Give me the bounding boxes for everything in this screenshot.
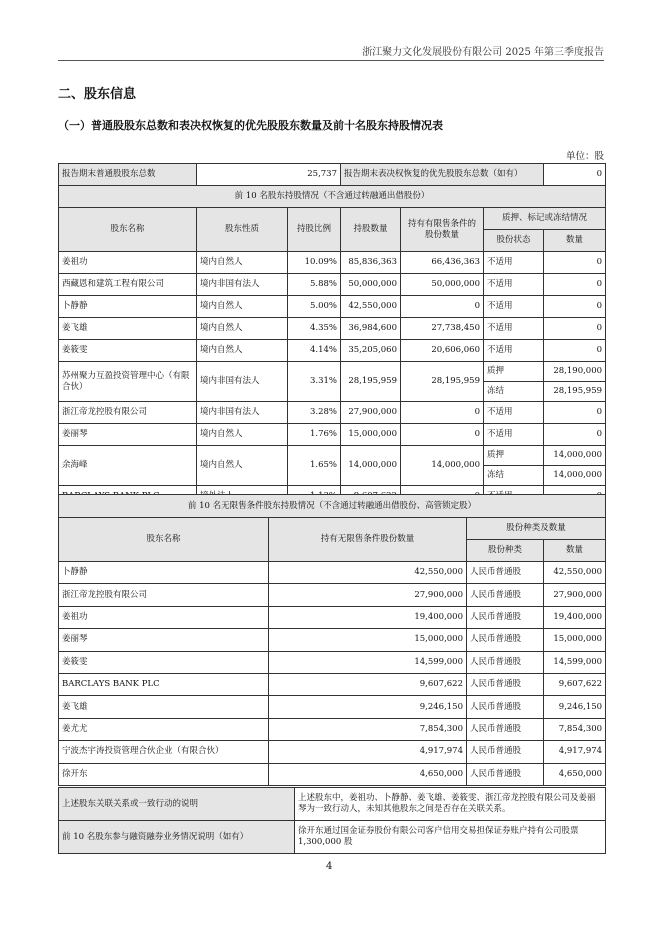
share-type-count: 4,650,000 [544, 763, 606, 785]
top10-shareholders-table [58, 163, 606, 508]
header-nature: 股东性质 [197, 208, 288, 252]
unit-label: 单位：股 [565, 151, 604, 162]
report-header: 浙江聚力文化发展股份有限公司 2025 年第三季度报告 [362, 47, 604, 58]
shareholding-ratio: 5.00% [288, 296, 341, 318]
table-row [59, 673, 606, 695]
share-type: 人民币普通股 [467, 606, 544, 628]
share-status: 不适用 [484, 340, 544, 362]
shareholding-qty: 28,195,959 [341, 362, 401, 402]
shareholding-qty: 9,607,622 [341, 486, 401, 508]
shareholder-name: 姜祖功 [59, 252, 197, 274]
shareholding-ratio: 3.28% [288, 402, 341, 424]
unrestricted-name: 浙江帝龙控股有限公司 [59, 584, 269, 606]
shareholder-name: 姜飞雄 [59, 318, 197, 340]
section-title: 二、股东信息 [58, 87, 137, 102]
share-type: 人民币普通股 [467, 562, 544, 584]
share-status-count: 14,000,000 [544, 466, 606, 486]
header-status: 股份状态 [484, 230, 544, 252]
unrestricted-qty: 27,900,000 [269, 584, 467, 606]
table-row [59, 606, 606, 628]
shareholding-ratio: 10.09% [288, 252, 341, 274]
restricted-qty: 0 [401, 402, 484, 424]
unrestricted-name: 姜筱雯 [59, 651, 269, 673]
shareholding-ratio: 1.76% [288, 424, 341, 446]
margin-text: 徐开东通过国金证券股份有限公司客户信用交易担保证券账户持有公司股票 1,300,000 股 [295, 821, 606, 854]
table-row [59, 296, 606, 318]
page-number: 4 [326, 861, 333, 872]
share-status: 不适用 [484, 486, 544, 508]
share-status-count: 0 [544, 252, 606, 274]
share-status: 质押 [484, 362, 544, 382]
restricted-qty: 0 [401, 486, 484, 508]
shareholder-nature: 境内自然人 [197, 318, 288, 340]
shareholder-nature: 境内自然人 [197, 424, 288, 446]
table-row [59, 318, 606, 340]
shareholder-name: 姜筱雯 [59, 340, 197, 362]
top10-unrestricted-table [58, 494, 606, 786]
shareholding-qty: 35,205,060 [341, 340, 401, 362]
share-status: 不适用 [484, 296, 544, 318]
unrestricted-qty: 9,607,622 [269, 673, 467, 695]
header-divider [58, 60, 604, 61]
share-type: 人民币普通股 [467, 673, 544, 695]
unrestricted-qty: 7,854,300 [269, 718, 467, 740]
table-row [59, 362, 606, 382]
shareholding-qty: 14,000,000 [341, 446, 401, 486]
share-status-count: 0 [544, 296, 606, 318]
relation-label: 上述股东关联关系或一致行动的说明 [59, 788, 295, 821]
share-status-count: 0 [544, 340, 606, 362]
share-status: 冻结 [484, 466, 544, 486]
share-type-count: 7,854,300 [544, 718, 606, 740]
unrestricted-name: 姜丽琴 [59, 629, 269, 651]
shareholding-ratio: 4.35% [288, 318, 341, 340]
share-status: 不适用 [484, 424, 544, 446]
unrestricted-qty: 4,650,000 [269, 763, 467, 785]
share-type: 人民币普通股 [467, 763, 544, 785]
share-type-count: 9,246,150 [544, 696, 606, 718]
shareholder-name: 姜丽琴 [59, 424, 197, 446]
restricted-qty: 0 [401, 424, 484, 446]
u-header-type-group: 股份种类及数量 [467, 518, 606, 540]
top10-title: 前 10 名股东持股情况（不含通过转融通出借股份） [59, 186, 606, 208]
share-status-count: 0 [544, 424, 606, 446]
shareholding-ratio: 1.65% [288, 446, 341, 486]
share-status-count: 0 [544, 486, 606, 508]
unrestricted-name: 宁波杰宇涛投资管理合伙企业（有限合伙） [59, 741, 269, 763]
share-status-count: 28,190,000 [544, 362, 606, 382]
unrestricted-name: 姜尤尤 [59, 718, 269, 740]
table-row [59, 651, 606, 673]
preferred-holders-label: 报告期末表决权恢复的优先股股东总数（如有） [341, 164, 544, 186]
u-header-type: 股份种类 [467, 540, 544, 562]
table-row [59, 446, 606, 466]
shareholding-ratio: 4.14% [288, 340, 341, 362]
table-row [59, 584, 606, 606]
margin-label: 前 10 名股东参与融资融券业务情况说明（如有） [59, 821, 295, 854]
header-qty: 持股数量 [341, 208, 401, 252]
header-name: 股东名称 [59, 208, 197, 252]
shareholding-qty: 36,984,600 [341, 318, 401, 340]
shareholding-qty: 27,900,000 [341, 402, 401, 424]
share-status-count: 28,195,959 [544, 382, 606, 402]
table-row [59, 741, 606, 763]
table-row [59, 562, 606, 584]
share-type-count: 27,900,000 [544, 584, 606, 606]
share-type: 人民币普通股 [467, 629, 544, 651]
share-status-count: 0 [544, 402, 606, 424]
restricted-qty: 27,738,450 [401, 318, 484, 340]
share-type-count: 15,000,000 [544, 629, 606, 651]
shareholder-notes-table [58, 787, 606, 854]
section-subtitle: （一）普通股股东总数和表决权恢复的优先股股东数量及前十名股东持股情况表 [58, 119, 443, 132]
unrestricted-title: 前 10 名无限售条件股东持股情况（不含通过转融通出借股份、高管锁定股） [59, 495, 606, 518]
shareholder-nature: 境内自然人 [197, 252, 288, 274]
share-type: 人民币普通股 [467, 651, 544, 673]
share-type: 人民币普通股 [467, 696, 544, 718]
u-header-qty: 持有无限售条件股份数量 [269, 518, 467, 562]
unrestricted-qty: 4,917,974 [269, 741, 467, 763]
shareholding-qty: 50,000,000 [341, 274, 401, 296]
unrestricted-qty: 19,400,000 [269, 606, 467, 628]
shareholder-nature: 境内非国有法人 [197, 362, 288, 402]
share-status: 不适用 [484, 402, 544, 424]
share-status: 质押 [484, 446, 544, 466]
shareholding-ratio: 5.88% [288, 274, 341, 296]
share-type-count: 42,550,000 [544, 562, 606, 584]
table-row [59, 402, 606, 424]
unrestricted-name: BARCLAYS BANK PLC [59, 673, 269, 695]
shareholding-ratio: 1.13% [288, 486, 341, 508]
share-type: 人民币普通股 [467, 718, 544, 740]
shareholder-name: 西藏恩和建筑工程有限公司 [59, 274, 197, 296]
table-row [59, 696, 606, 718]
table-row [59, 718, 606, 740]
share-status: 不适用 [484, 252, 544, 274]
unrestricted-qty: 42,550,000 [269, 562, 467, 584]
table-row [59, 629, 606, 651]
table-row [59, 340, 606, 362]
table-row [59, 252, 606, 274]
share-status: 不适用 [484, 274, 544, 296]
header-count: 数量 [544, 230, 606, 252]
shareholder-nature: 境内自然人 [197, 446, 288, 486]
shareholder-name: 苏州聚力互盈投资管理中心（有限合伙） [59, 362, 197, 402]
shareholding-qty: 85,836,363 [341, 252, 401, 274]
restricted-qty: 14,000,000 [401, 446, 484, 486]
common-holders-value: 25,737 [197, 164, 341, 186]
unrestricted-qty: 15,000,000 [269, 629, 467, 651]
u-header-count: 数量 [544, 540, 606, 562]
restricted-qty: 28,195,959 [401, 362, 484, 402]
shareholder-name: 浙江帝龙控股有限公司 [59, 402, 197, 424]
unrestricted-qty: 14,599,000 [269, 651, 467, 673]
share-status-count: 14,000,000 [544, 446, 606, 466]
share-type-count: 9,607,622 [544, 673, 606, 695]
share-status-count: 0 [544, 274, 606, 296]
u-header-name: 股东名称 [59, 518, 269, 562]
share-status-count: 0 [544, 318, 606, 340]
share-type-count: 14,599,000 [544, 651, 606, 673]
table-row [59, 274, 606, 296]
shareholder-nature: 境内自然人 [197, 296, 288, 318]
share-status: 不适用 [484, 318, 544, 340]
header-ratio: 持股比例 [288, 208, 341, 252]
unrestricted-qty: 9,246,150 [269, 696, 467, 718]
restricted-qty: 66,436,363 [401, 252, 484, 274]
shareholder-nature: 境外法人 [197, 486, 288, 508]
table-row [59, 763, 606, 785]
restricted-qty: 50,000,000 [401, 274, 484, 296]
header-restricted: 持有有限售条件的股份数量 [401, 208, 484, 252]
table-row [59, 424, 606, 446]
shareholder-name: 余海峰 [59, 446, 197, 486]
share-type-count: 4,917,974 [544, 741, 606, 763]
shareholding-qty: 15,000,000 [341, 424, 401, 446]
shareholding-qty: 42,550,000 [341, 296, 401, 318]
restricted-qty: 0 [401, 296, 484, 318]
unrestricted-name: 姜飞雄 [59, 696, 269, 718]
share-type: 人民币普通股 [467, 741, 544, 763]
restricted-qty: 20,606,060 [401, 340, 484, 362]
common-holders-label: 报告期末普通股股东总数 [59, 164, 197, 186]
share-type: 人民币普通股 [467, 584, 544, 606]
shareholder-nature: 境内非国有法人 [197, 274, 288, 296]
shareholder-nature: 境内自然人 [197, 340, 288, 362]
shareholder-name: 卜静静 [59, 296, 197, 318]
relation-text: 上述股东中，姜祖功、卜静静、姜飞雄、姜筱雯、浙江帝龙控股有限公司及姜丽琴为一致行动人，未知其他股东之间是否存在关联关系。 [295, 788, 606, 821]
unrestricted-name: 卜静静 [59, 562, 269, 584]
shareholding-ratio: 3.31% [288, 362, 341, 402]
shareholder-nature: 境内非国有法人 [197, 402, 288, 424]
unrestricted-name: 徐开东 [59, 763, 269, 785]
preferred-holders-value: 0 [544, 164, 606, 186]
shareholder-name: BARCLAYS BANK PLC [59, 486, 197, 508]
unrestricted-name: 姜祖功 [59, 606, 269, 628]
share-status: 冻结 [484, 382, 544, 402]
share-type-count: 19,400,000 [544, 606, 606, 628]
header-pledge: 质押、标记或冻结情况 [484, 208, 606, 230]
